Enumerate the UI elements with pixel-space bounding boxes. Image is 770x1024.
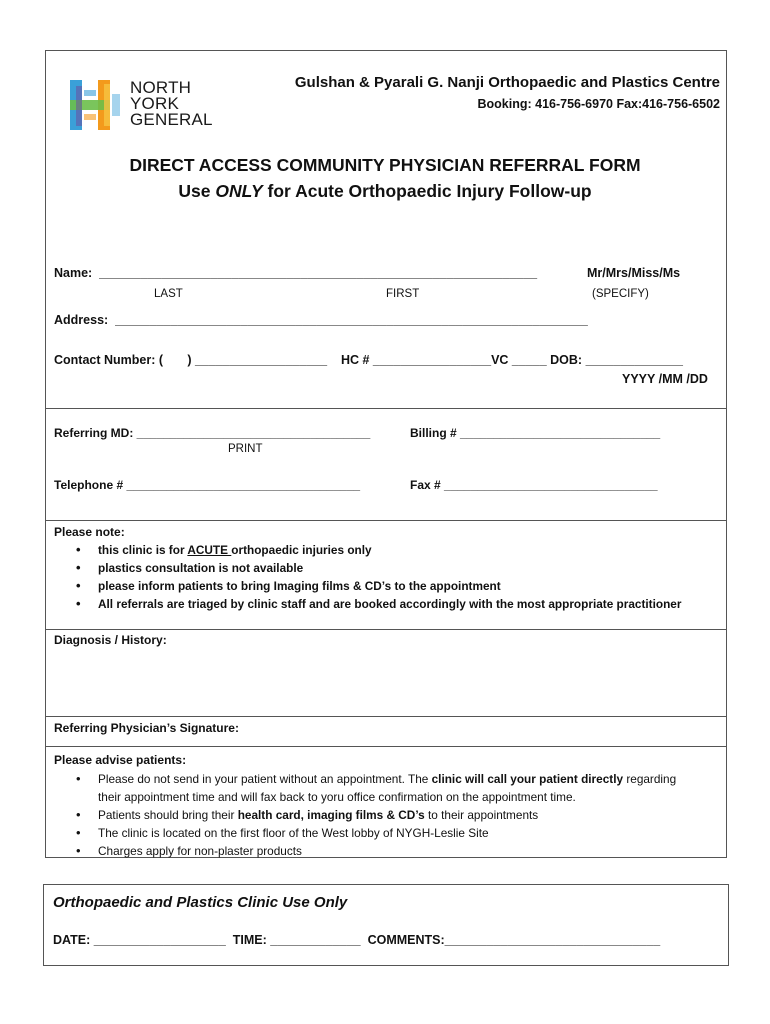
address-field[interactable]: Address: ____________________________________________________________________ bbox=[54, 313, 588, 327]
divider-4 bbox=[45, 716, 727, 717]
clinic-use-title: Orthopaedic and Plastics Clinic Use Only bbox=[53, 894, 348, 911]
dob-format-caption: YYYY /MM /DD bbox=[622, 372, 708, 386]
divider-3 bbox=[45, 629, 727, 630]
last-name-caption: LAST bbox=[154, 288, 183, 300]
signature-field[interactable]: Referring Physician’s Signature: bbox=[54, 721, 239, 735]
north-york-general-logo-icon bbox=[68, 78, 126, 132]
list-item: • Charges apply for non-plaster products bbox=[54, 842, 726, 860]
first-name-caption: FIRST bbox=[386, 288, 420, 300]
advise-1-b: clinic will call your patient directly bbox=[431, 772, 624, 786]
centre-name: Gulshan & Pyarali G. Nanji Orthopaedic and Plastics Centre bbox=[294, 74, 720, 91]
list-item: • All referrals are triaged by clinic staff and are booked accordingly with the most appropriate practitioner bbox=[54, 595, 726, 613]
contact-hc-vc-dob-fields[interactable]: Contact Number: ( ) ___________________ HC # _________________VC _____ DOB: ______________ bbox=[54, 353, 683, 367]
list-item bbox=[54, 541, 726, 559]
list-item: • plastics consultation is not available bbox=[54, 559, 726, 577]
subtitle-pre: Use bbox=[178, 181, 216, 201]
list-item: • please inform patients to bring Imaging films & CD’s to the appointment bbox=[54, 577, 726, 595]
please-note-list bbox=[54, 541, 726, 613]
please-advise-heading: Please advise patients: bbox=[54, 753, 187, 767]
list-item bbox=[54, 806, 726, 824]
divider-2 bbox=[45, 520, 727, 521]
logo-line-2: YORK bbox=[130, 94, 179, 113]
fax-field[interactable]: Fax # ________________________________ bbox=[410, 478, 658, 492]
advise-1-a: Please do not send in your patient without an appointment. The bbox=[98, 772, 432, 786]
list-item bbox=[54, 770, 726, 806]
logo-line-1: NORTH bbox=[130, 78, 192, 97]
divider-1 bbox=[45, 408, 727, 409]
form-subtitle bbox=[0, 181, 770, 202]
divider-5 bbox=[45, 746, 727, 747]
booking-phone-fax: Booking: 416-756-6970 Fax:416-756-6502 bbox=[477, 97, 720, 111]
logo-line-3: GENERAL bbox=[130, 110, 213, 129]
note-1-post: orthopaedic injuries only bbox=[231, 543, 372, 557]
logo-wordmark bbox=[130, 80, 213, 128]
print-caption: PRINT bbox=[228, 443, 263, 455]
subtitle-emphasis: ONLY bbox=[215, 181, 263, 201]
advise-2-c: to their appointments bbox=[424, 808, 539, 822]
note-1-acute: ACUTE bbox=[187, 543, 232, 557]
advise-1-c: regarding bbox=[623, 772, 677, 786]
please-note-heading: Please note: bbox=[54, 525, 125, 539]
advise-1-line2: their appointment time and will fax back to yoru office confirmation on the appointment time. bbox=[98, 790, 576, 804]
form-title: DIRECT ACCESS COMMUNITY PHYSICIAN REFERRAL FORM bbox=[129, 155, 641, 175]
list-item: • The clinic is located on the first floor of the West lobby of NYGH-Leslie Site bbox=[54, 824, 726, 842]
date-time-comments-fields[interactable]: DATE: ___________________ TIME: _____________ COMMENTS:_______________________________ bbox=[53, 933, 661, 947]
referring-md-field[interactable]: Referring MD: ___________________________________ bbox=[54, 426, 371, 440]
subtitle-post: for Acute Orthopaedic Injury Follow-up bbox=[262, 181, 592, 201]
telephone-field[interactable]: Telephone # ___________________________________ bbox=[54, 478, 361, 492]
billing-field[interactable]: Billing # ______________________________ bbox=[410, 426, 661, 440]
advise-2-a: Patients should bring their bbox=[98, 808, 238, 822]
name-field[interactable]: Name: _______________________________________________________________ bbox=[54, 266, 538, 280]
name-title-field: Mr/Mrs/Miss/Ms bbox=[587, 266, 681, 280]
note-1-pre: this clinic is for bbox=[98, 543, 188, 557]
specify-caption: (SPECIFY) bbox=[592, 288, 649, 300]
diagnosis-history-field[interactable]: Diagnosis / History: bbox=[54, 633, 167, 647]
advise-2-b: health card, imaging films & CD’s bbox=[237, 808, 425, 822]
please-advise-list bbox=[54, 770, 726, 860]
